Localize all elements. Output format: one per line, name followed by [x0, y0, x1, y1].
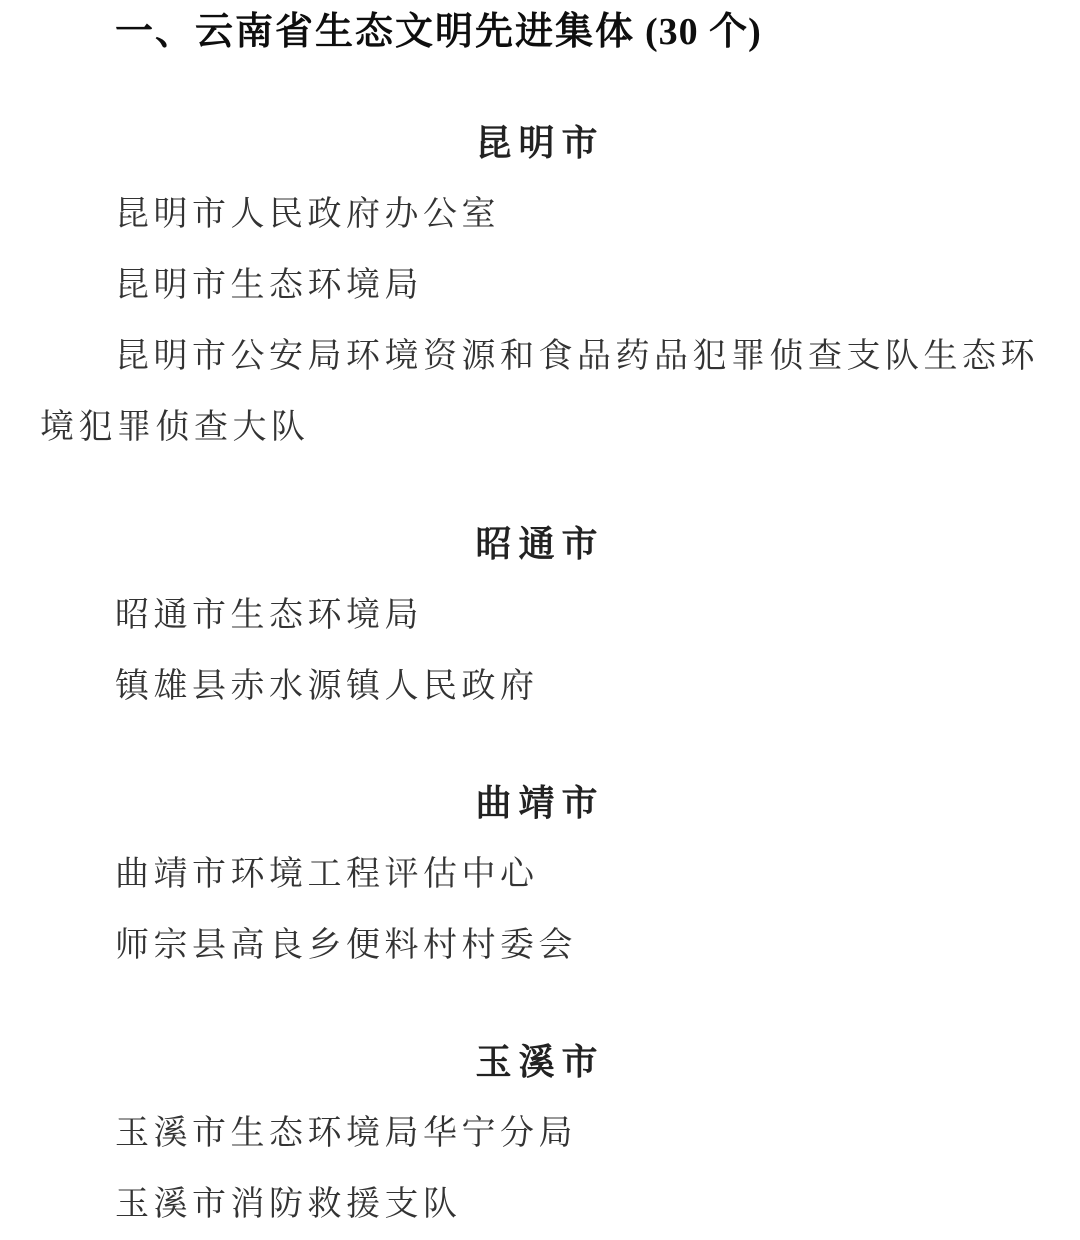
city-header-kunming: 昆明市 [475, 123, 605, 163]
page-title [40, 0, 1040, 62]
list-item: 玉溪市消防救援支队 [115, 1186, 462, 1223]
section-zhaotong [40, 509, 1040, 722]
list-item: 镇雄县赤水源镇人民政府 [115, 668, 539, 705]
list-item: 昆明市公安局环境资源和食品药品犯罪侦查支队生态环境犯罪侦查大队 [40, 338, 1039, 446]
city-header-yuxi: 玉溪市 [475, 1042, 605, 1082]
list-item: 曲靖市环境工程评估中心 [115, 856, 539, 893]
list-item: 昭通市生态环境局 [115, 597, 423, 634]
city-header-qujing: 曲靖市 [475, 783, 605, 823]
section-qujing [40, 768, 1040, 981]
page-title-count: (30 个) [645, 11, 762, 53]
city-header-zhaotong: 昭通市 [475, 524, 605, 564]
page-title-text: 一、云南省生态文明先进集体 [115, 11, 636, 53]
section-yuxi [40, 1027, 1040, 1240]
list-item: 师宗县高良乡便料村村委会 [115, 927, 577, 964]
list-item: 昆明市生态环境局 [115, 267, 423, 304]
list-item: 昆明市人民政府办公室 [115, 196, 500, 233]
list-item: 玉溪市生态环境局华宁分局 [115, 1115, 577, 1152]
section-kunming [40, 108, 1040, 463]
